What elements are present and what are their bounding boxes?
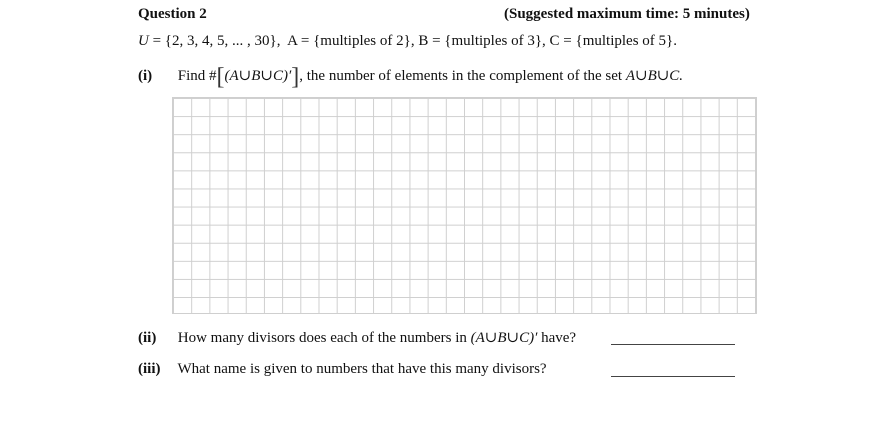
- part-ii-suffix: have?: [541, 330, 577, 346]
- part-i-text: , the number of elements in the complement of the set: [299, 68, 623, 84]
- answer-line-iii[interactable]: [611, 376, 735, 377]
- answer-line-ii[interactable]: [611, 344, 735, 345]
- question-title: Question 2: [138, 6, 207, 22]
- universe-set: = {2, 3, 4, 5, ... , 30},: [152, 33, 281, 49]
- right-square-bracket: ]: [291, 64, 300, 90]
- suggested-time: (Suggested maximum time: 5 minutes): [504, 6, 750, 22]
- part-i-prefix: Find #: [177, 68, 217, 84]
- set-c-definition: C = {multiples of 5}.: [549, 33, 677, 49]
- union-set: A∪B∪C.: [625, 68, 684, 84]
- part-ii-label: (ii): [138, 330, 157, 346]
- part-ii-expression: (A∪B∪C)′: [470, 330, 538, 346]
- universe-symbol: U: [138, 33, 149, 49]
- complement-expression: (A∪B∪C)′: [224, 68, 292, 84]
- set-b-definition: B = {multiples of 3},: [418, 33, 546, 49]
- part-ii: [138, 328, 576, 347]
- part-ii-text: How many divisors does each of the numbers in: [177, 330, 467, 346]
- universe-definition: [138, 33, 677, 50]
- set-a-definition: A = {multiples of 2},: [287, 33, 415, 49]
- part-iii-text: What name is given to numbers that have this many divisors?: [177, 361, 547, 377]
- part-i: [138, 64, 683, 91]
- left-square-bracket: [: [216, 64, 225, 90]
- part-iii-label: (iii): [138, 361, 161, 377]
- part-i-label: (i): [138, 68, 153, 84]
- working-grid[interactable]: [172, 97, 757, 314]
- part-iii: [138, 361, 547, 378]
